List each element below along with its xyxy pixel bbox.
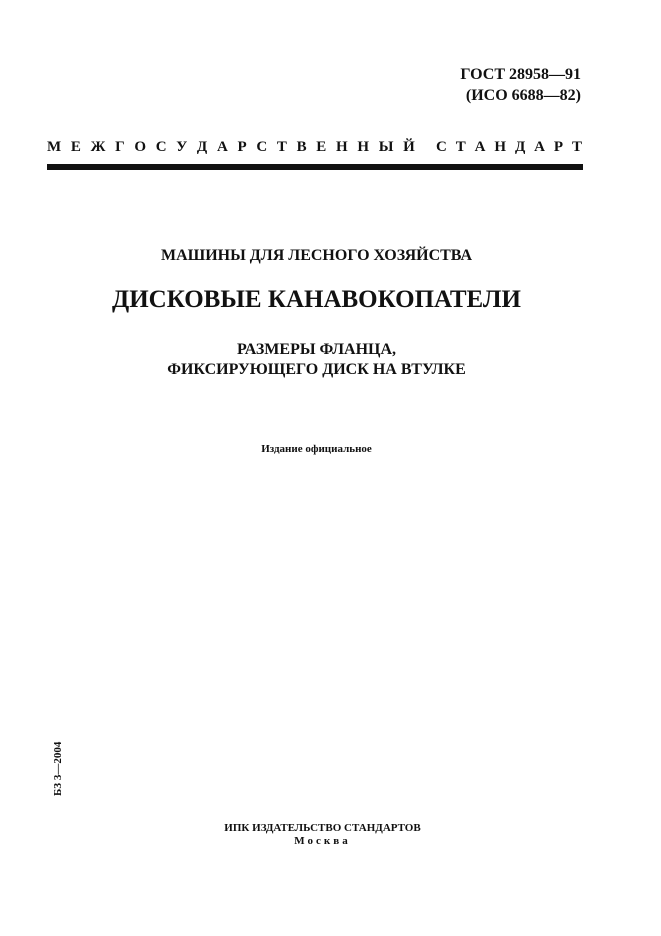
heading-letter: С [436,139,447,155]
heading-letter: Г [115,139,125,155]
heading-letter: Н [357,139,369,155]
heading-letter: А [534,139,545,155]
heading-letter: Е [70,139,81,155]
heading-letter: Р [237,139,247,155]
document-subject: МАШИНЫ ДЛЯ ЛЕСНОГО ХОЗЯЙСТВА [160,247,473,264]
heading-letter: М [47,139,62,155]
heading-divider [47,164,583,170]
standard-type-word-interstate [47,139,415,156]
subtitle-line-1: РАЗМЕРЫ ФЛАНЦА, [236,341,397,358]
document-subtitle [0,340,647,380]
heading-letter: Т [276,139,287,155]
heading-letter: Д [196,139,208,155]
iso-number: (ИСО 6688—82) [465,87,581,104]
heading-letter: Р [553,139,564,155]
heading-letter: А [474,139,486,155]
heading-letter: С [155,139,167,155]
heading-letter: В [296,139,307,155]
heading-letter: Т [571,139,582,155]
publisher-name: ИПК ИЗДАТЕЛЬСТВО СТАНДАРТОВ [224,822,421,834]
gost-designation [460,64,581,106]
standard-type-word-standard [436,139,582,156]
heading-letter: А [216,139,228,155]
heading-letter: У [176,139,188,155]
heading-letter: С [256,139,268,155]
heading-letter: Н [494,139,507,155]
heading-letter: Н [335,139,348,155]
side-reference-code: БЗ 3—2004 [52,741,64,796]
heading-letter: О [134,139,146,155]
gost-number: ГОСТ 28958—91 [460,66,581,83]
standard-type-heading [47,139,582,156]
heading-letter: Т [455,139,466,155]
subtitle-line-2: ФИКСИРУЮЩЕГО ДИСК НА ВТУЛКЕ [167,361,466,378]
edition-note: Издание официальное [261,443,372,455]
heading-letter: Е [316,139,327,155]
heading-letter: Ы [378,139,394,155]
publisher-city: Москва [294,835,351,847]
document-title: ДИСКОВЫЕ КАНАВОКОПАТЕЛИ [112,286,521,313]
heading-letter: Д [514,139,526,155]
heading-letter: Й [403,139,415,155]
heading-letter: Ж [90,139,106,155]
